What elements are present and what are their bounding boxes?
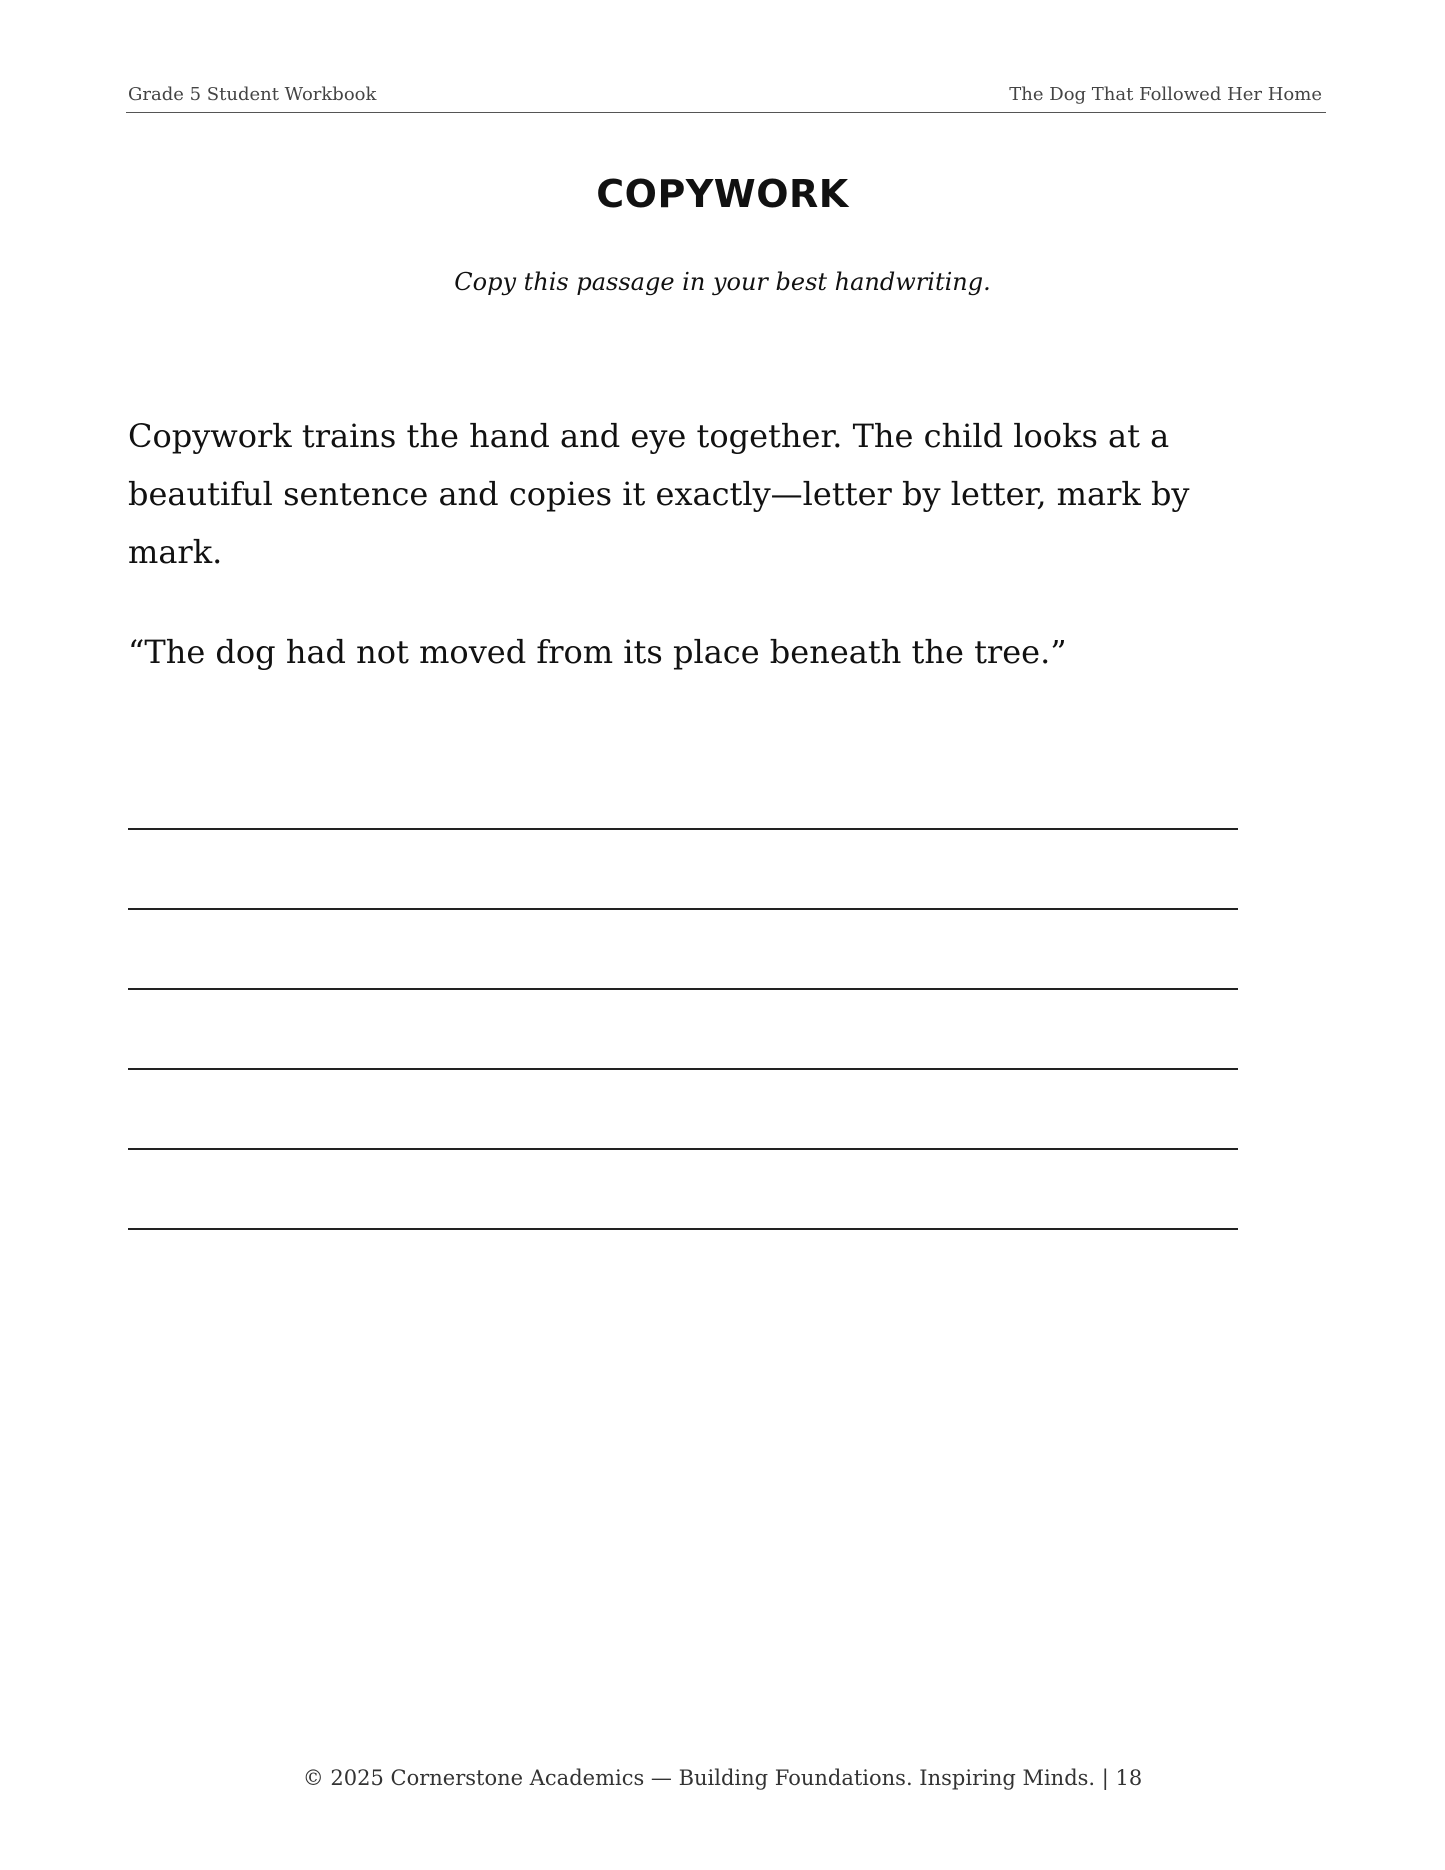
- copy-passage: “The dog had not moved from its place beneath the tree.”: [128, 633, 1067, 671]
- workbook-title: Grade 5 Student Workbook: [128, 84, 377, 105]
- writing-line[interactable]: [128, 1148, 1238, 1150]
- story-title: The Dog That Followed Her Home: [1009, 84, 1322, 105]
- page-title: COPYWORK: [596, 172, 849, 216]
- page-footer: © 2025 Cornerstone Academics — Building Foundations. Inspiring Minds. | 18: [302, 1766, 1143, 1790]
- writing-line[interactable]: [128, 988, 1238, 990]
- writing-line[interactable]: [128, 1068, 1238, 1070]
- writing-line[interactable]: [128, 828, 1238, 830]
- writing-line[interactable]: [128, 1228, 1238, 1230]
- intro-paragraph: Copywork trains the hand and eye together. The child looks at a beautiful sentence and copies it exactly—letter by letter, mark by mark.: [128, 417, 1190, 571]
- writing-line[interactable]: [128, 908, 1238, 910]
- instructions-text: Copy this passage in your best handwriting.: [454, 268, 991, 296]
- page-header: [126, 82, 1326, 113]
